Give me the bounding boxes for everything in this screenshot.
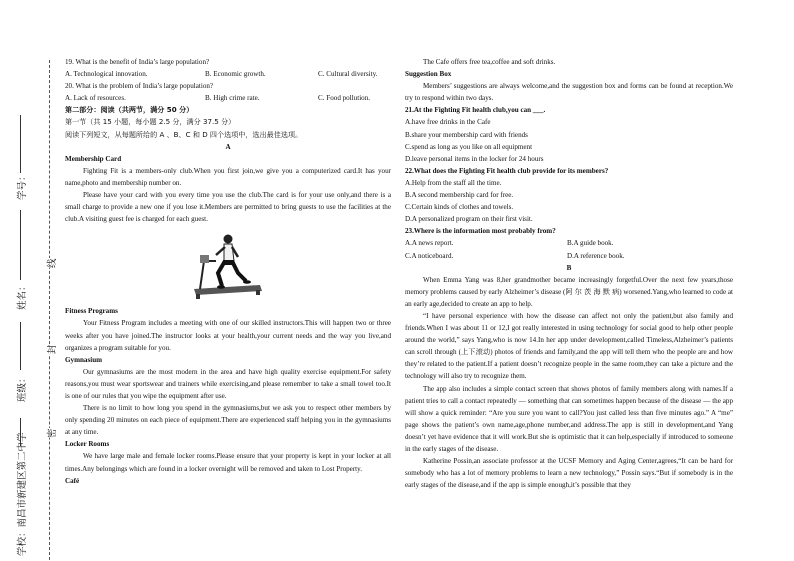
passage-b-letter: B xyxy=(566,263,572,272)
option-22d: D.A personalized program on their first visit. xyxy=(405,215,533,224)
gymnasium-heading: Gymnasium xyxy=(65,355,103,364)
option-23c: C.A noticeboard. xyxy=(405,251,454,260)
option-19b: B. Economic growth. xyxy=(205,70,266,79)
fitness-heading: Fitness Programs xyxy=(65,307,118,316)
question-20-options xyxy=(65,92,391,104)
treadmill-illustration xyxy=(65,231,391,301)
option-20c: C. Food pollution. xyxy=(318,94,371,103)
name-blank-line xyxy=(20,210,21,280)
question-23-options-row-2 xyxy=(405,250,733,262)
option-19a: A. Technological innovation. xyxy=(65,70,148,79)
gymnasium-paragraph-2: There is no limit to how long you spend in the gymnasiums,but we ask you to respect other members by only spending 20 minutes on each piece of equipment.There are experienced staff helping you in the gymnasiums at any time. xyxy=(65,404,391,437)
question-20: 20. What is the problem of India’s large population? xyxy=(65,82,214,91)
suggestion-heading: Suggestion Box xyxy=(405,70,452,79)
reading-instructions: 阅读下列短文，从每题所给的 A 、B、C 和 D 四个选项中，选出最佳选项。 xyxy=(65,129,303,139)
option-22a: A.Help from the staff all the time. xyxy=(405,178,502,187)
seal-xian: 线 xyxy=(44,258,58,268)
seal-dashed-line xyxy=(49,60,50,560)
option-23a: A.A news report. xyxy=(405,239,454,248)
right-column xyxy=(405,56,733,491)
question-23-options-row-1 xyxy=(405,237,733,249)
passage-b-paragraph-2: “I have personal experience with how the disease can affect not only the patient,but also family and friends.When I was about 11 or 12,I got really interested in using technology for social good to help other people around the world,” says Yang,who is now 14.In her app under development,called Timeless,Alzheimer’s patients can scroll through (上下滚动) photos of friends and family,and the app will tell them who the people are and how they’re related to the patient.If a patient doesn’t recognize people in the same room,they can take a picture and the technology will also try to recognize them. xyxy=(405,311,733,381)
class-blank-line xyxy=(20,322,21,370)
number-label: 学号： xyxy=(17,171,28,200)
membership-paragraph-2: Please have your card with you every time you use the club.The card is for your use only,and there is a small charge to provide a new one if you lose it.Members are permitted to bring guests to use the facilities at the club.A visiting guest fee is charged for each guest. xyxy=(65,191,391,224)
membership-paragraph-1: Fighting Fit is a members-only club.When you first join,we give you a computerized card.It has your name,photo and membership number on. xyxy=(65,166,391,187)
passage-b-p1-part2: ) worsened.Yang,who learned to code at an early age,decided to create an app to help. xyxy=(405,287,733,308)
gymnasium-paragraph-1: Our gymnasiums are the most modern in the area and have high quality exercise equipment.For safety reasons,you must wear sportswear and trainers while exercising,and please remember to take a small towel too.It is one of our rules that you wipe the equipment after use. xyxy=(65,367,391,400)
passage-a-letter: A xyxy=(225,142,231,151)
question-19: 19. What is the benefit of India’s large population? xyxy=(65,58,210,66)
section1-heading: 第一节（共 15 小题，每小题 2.5 分，满分 37.5 分） xyxy=(65,117,236,127)
part2-heading: 第二部分：阅读（共两节，满分 50 分） xyxy=(65,105,194,115)
option-21c: C.spend as long as you like on all equipment xyxy=(405,142,533,151)
cafe-text: The Cafe offers free tea,coffee and soft drinks. xyxy=(423,58,556,66)
cafe-heading: Café xyxy=(65,476,80,485)
suggestion-paragraph: Members’ suggestions are always welcome,and the suggestion box and forms can be found at reception.We try to respond within two days. xyxy=(405,82,733,103)
option-19c: C. Cultural diversity. xyxy=(318,70,378,79)
seal-feng: 封 xyxy=(44,344,58,354)
option-20b: B. High crime rate. xyxy=(205,94,260,103)
option-23b: B.A guide book. xyxy=(567,239,614,248)
membership-heading: Membership Card xyxy=(65,154,122,163)
question-22: 22.What does the Fighting Fit health club provide for its members? xyxy=(405,166,609,175)
option-21d: D.leave personal items in the locker for 24 hours xyxy=(405,154,544,163)
seal-mi: 密 xyxy=(44,428,58,438)
passage-b-paragraph-1 xyxy=(405,274,733,310)
left-column xyxy=(65,56,391,487)
question-21: 21.At the Fighting Fit health club,you can ___. xyxy=(405,106,546,115)
option-21a: A.have free drinks in the Cafe xyxy=(405,118,491,127)
option-22c: C.Certain kinds of clothes and towels. xyxy=(405,203,514,212)
passage-b-paragraph-3: The app also includes a simple contact screen that shows photos of family members along with names.If a patient tries to call a contact repeatedly — something that can sometimes happen because of the disease — the app will show a quick reminder: “Are you sure you want to call?You just called less than five minutes ago.” A “me” page shows the patient’s own name,age,phone number,and address.The app is still in development,and Yang doesn’t yet have evidence that it will work.But she is optimistic that it can help,especially if introduced to someone in the early stages of the disease. xyxy=(405,384,733,453)
binding-margin xyxy=(0,0,58,561)
question-23: 23.Where is the information most probably from? xyxy=(405,227,556,236)
option-20a: A. Lack of resources. xyxy=(65,94,126,103)
question-19-options xyxy=(65,68,391,80)
name-label: 姓名： xyxy=(17,281,28,310)
school-label: 学校：南昌市新建区第二中学 xyxy=(17,432,28,556)
number-blank-line xyxy=(20,115,21,173)
option-22b: B.A second membership card for free. xyxy=(405,191,514,200)
passage-b-paragraph-4: Katherine Possin,an associate professor at the UCSF Memory and Aging Center,agrees,“It can be hard for somebody who has a lot of memory problems to learn a new technology,” Possin says.“But if somebody is in the early stages of the disease,and if the app is simple enough,it’s possible that they xyxy=(405,457,733,490)
option-23d: D.A reference book. xyxy=(567,251,625,260)
locker-heading: Locker Rooms xyxy=(65,440,110,449)
passage-b-p1-chinese: 阿 尔 茨 海 默 病 xyxy=(565,286,620,296)
locker-paragraph: We have large male and female locker rooms.Please ensure that your property is kept in your locker at all times.Any belongings which are found in a locker overnight will be removed and taken to Lost Property. xyxy=(65,452,391,473)
class-label: 班级： xyxy=(17,373,28,402)
fitness-paragraph: Your Fitness Program includes a meeting with one of our skilled instructors.This will happen two or three weeks after you have joined.The instructor looks at your health,your current needs and the way you live,and organizes a program suitable for you. xyxy=(65,319,391,352)
passage-b-p1-part1: When Emma Yang was 8,her grandmother became increasingly forgetful.Over the next few years,those memory problems caused by early Alzheimer’s disease ( xyxy=(405,275,733,296)
option-21b: B.share your membership card with friends xyxy=(405,130,528,139)
treadmill-runner-icon xyxy=(188,231,268,301)
school-blank-line xyxy=(20,418,21,446)
